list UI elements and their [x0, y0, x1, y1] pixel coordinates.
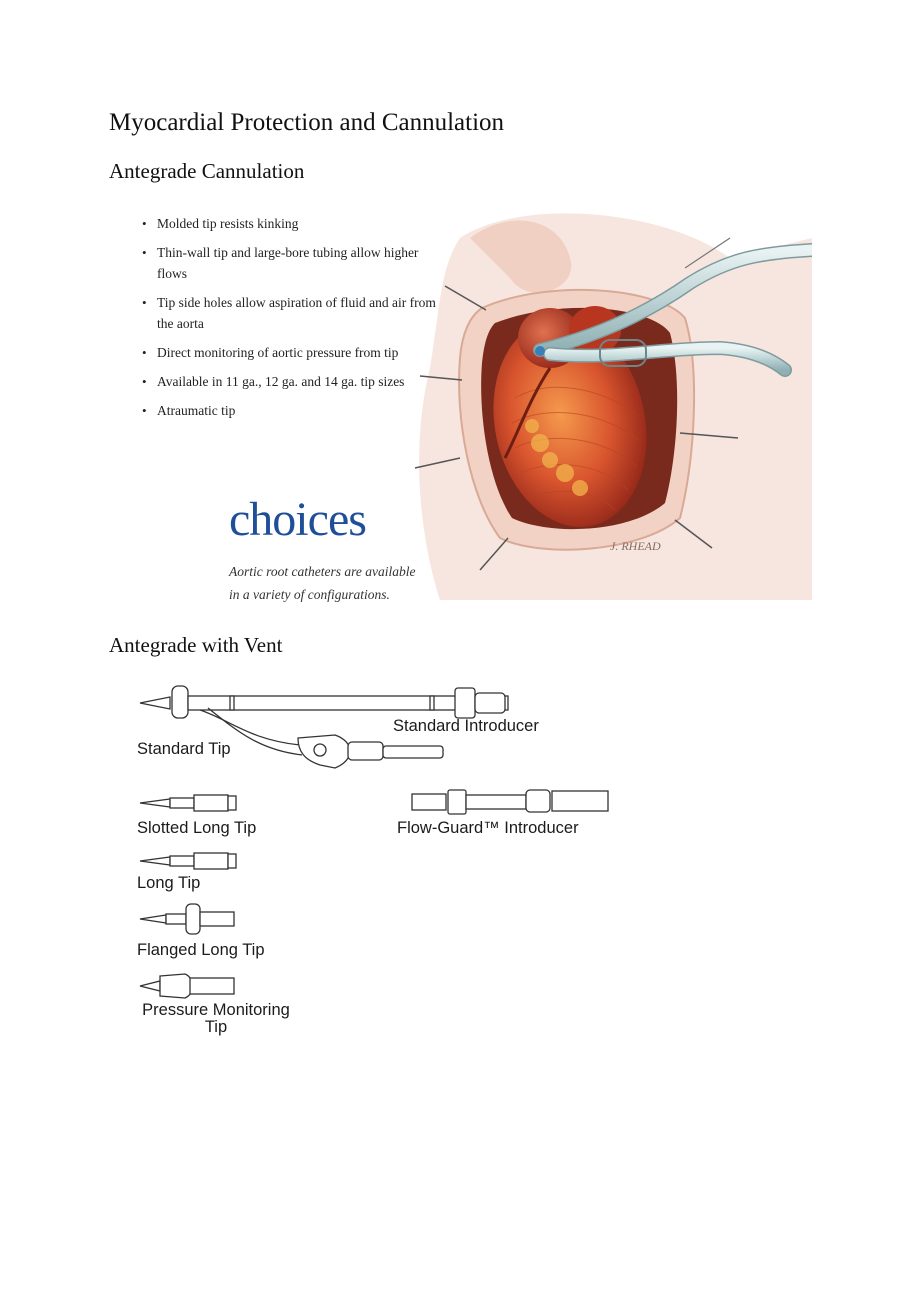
- label-line: Pressure Monitoring: [142, 1001, 290, 1019]
- list-item: • Direct monitoring of aortic pressure from tip: [140, 342, 440, 363]
- label-slotted-long-tip: Slotted Long Tip: [137, 819, 257, 837]
- page-title: Myocardial Protection and Cannulation: [109, 109, 505, 136]
- label-flanged-long-tip: Flanged Long Tip: [137, 941, 265, 959]
- list-item: • Molded tip resists kinking: [140, 213, 440, 234]
- choices-heading: choices: [229, 493, 366, 546]
- list-item: • Available in 11 ga., 12 ga. and 14 ga. tip sizes: [140, 371, 440, 392]
- list-item: • Tip side holes allow aspiration of fluid and air from the aorta: [140, 292, 440, 334]
- label-flow-guard-introducer: Flow-Guard™ Introducer: [397, 819, 579, 837]
- choices-caption: [229, 560, 469, 606]
- label-standard-introducer: Standard Introducer: [393, 717, 539, 735]
- list-item: • Thin-wall tip and large-bore tubing allow higher flows: [140, 242, 440, 284]
- choices-caption-line: in a variety of configurations.: [229, 587, 390, 602]
- catheter-drawing: [130, 680, 620, 1050]
- choices-caption-line: Aortic root catheters are available: [229, 564, 416, 579]
- list-item: • Atraumatic tip: [140, 400, 440, 421]
- label-line: Tip: [204, 1018, 228, 1036]
- svg-text:J. RHEAD: J. RHEAD: [610, 539, 661, 553]
- section-heading-antegrade-with-vent: Antegrade with Vent: [109, 633, 283, 657]
- heart-illustration: [400, 198, 812, 600]
- label-long-tip: Long Tip: [137, 874, 201, 892]
- section-heading-antegrade-cannulation: Antegrade Cannulation: [109, 159, 305, 183]
- label-standard-tip: Standard Tip: [137, 740, 231, 758]
- label-pressure-monitoring-tip: [137, 1001, 295, 1037]
- feature-list: [140, 213, 440, 429]
